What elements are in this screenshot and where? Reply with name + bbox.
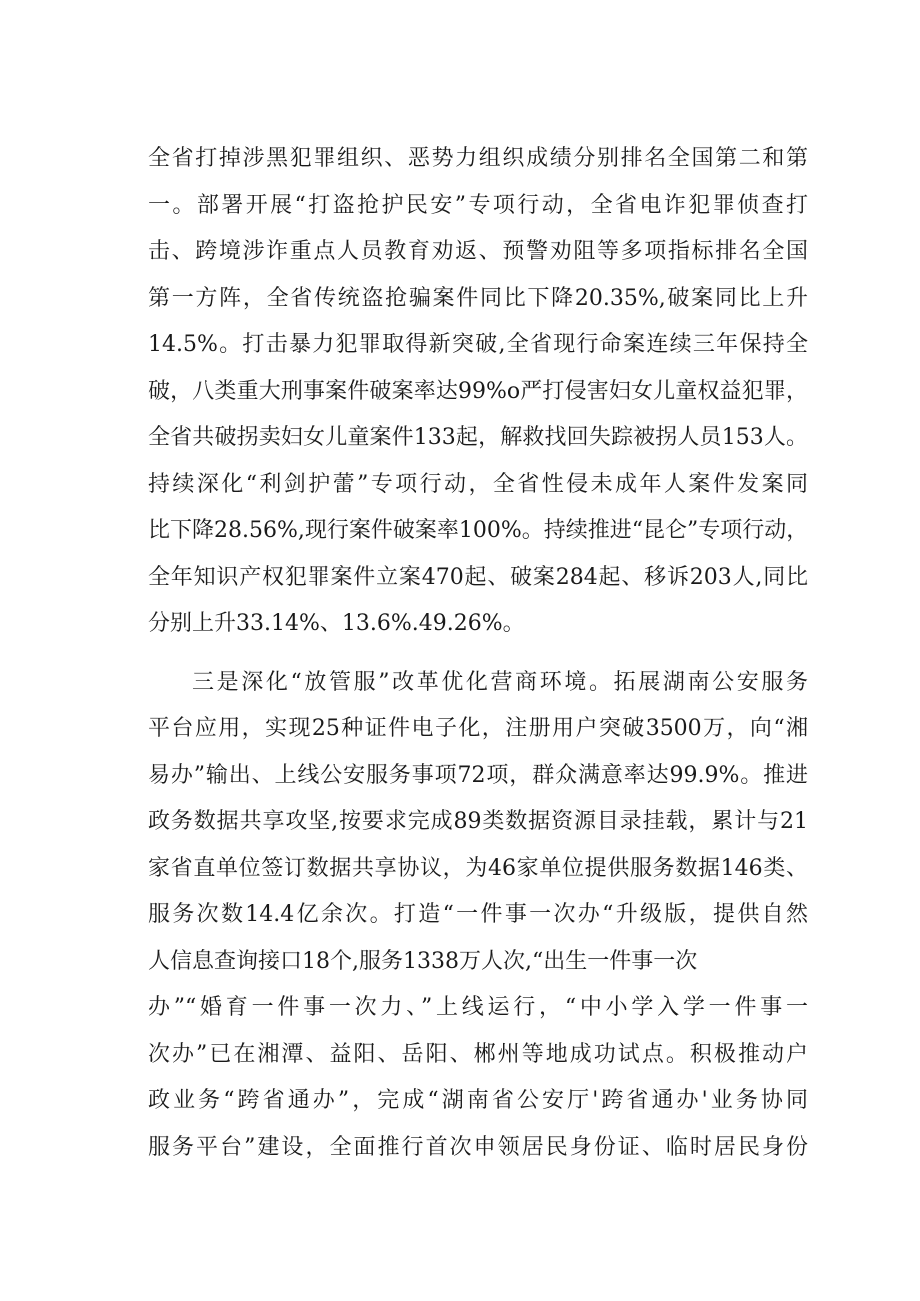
- paragraph-spacer: [148, 648, 808, 660]
- text-line: 人信息查询接口18个,服务1338万人次,“出生一件事一次: [148, 948, 698, 974]
- document-body: [148, 136, 808, 1171]
- text-line: 分别上升33.14%、13.6%.49.26%。: [148, 611, 525, 636]
- text-line: 政务数据共享攻坚,按要求完成89类数据资源目录挂载，累计与21: [148, 809, 808, 834]
- text-line: 三是深化“放管服”改革优化营商环境。拓展湖南公安服务: [192, 669, 808, 695]
- text-line: 办”“婚育一件事一次力、”上线运行，“中小学入学一件事一: [148, 995, 808, 1020]
- text-line: 第一方阵，全省传统盗抢骗案件同比下降20.35%,破案同比上升: [148, 285, 808, 311]
- text-line: 击、跨境涉诈重点人员教育劝返、预警劝阻等多项指标排名全国: [148, 239, 808, 264]
- text-line: 破，八类重大刑事案件破案率达99%o严打侵害妇女儿童权益犯罪，: [148, 378, 808, 404]
- text-line: 全省共破拐卖妇女儿童案件133起，解救找回失踪被拐人员153人。: [148, 425, 808, 450]
- text-line: 易办”输出、上线公安服务事项72项，群众满意率达99.9%。推进: [148, 762, 808, 788]
- text-line: 服务次数14.4亿余次。打造“一件事一次办“升级版，提供自然: [148, 902, 808, 927]
- text-line: 全年知识产权犯罪案件立案470起、破案284起、移诉203人,同比: [148, 564, 808, 590]
- text-line: 家省直单位签订数据共享协议，为46家单位提供服务数据146类、: [148, 855, 808, 881]
- text-line: 比下降28.56%,现行案件破案率100%。持续推进“昆仑”专项行动，: [148, 518, 809, 543]
- text-line: 14.5%。打击暴力犯罪取得新突破,全省现行命案连续三年保持全: [148, 332, 808, 357]
- text-line: 次办”已在湘潭、益阳、岳阳、郴州等地成功试点。积极推动户: [148, 1041, 808, 1067]
- text-line: 一。部署开展“打盗抢护民安”专项行动，全省电诈犯罪侦查打: [148, 192, 808, 218]
- text-line: 全省打掉涉黑犯罪组织、恶势力组织成绩分别排名全国第二和第: [148, 146, 808, 171]
- text-line: 服务平台”建设，全面推行首次申领居民身份证、临时居民身份: [148, 1134, 808, 1160]
- paragraph-1: [148, 136, 808, 648]
- paragraph-2: [148, 660, 808, 1172]
- text-line: 持续深化“利剑护蕾”专项行动，全省性侵未成年人案件发案同: [148, 471, 808, 497]
- text-line: 平台应用，实现25种证件电子化，注册用户突破3500万，向“湘: [148, 716, 808, 741]
- text-line: 政业务“跨省通办”，完成“湖南省公安厅'跨省通办'业务协同: [148, 1088, 808, 1113]
